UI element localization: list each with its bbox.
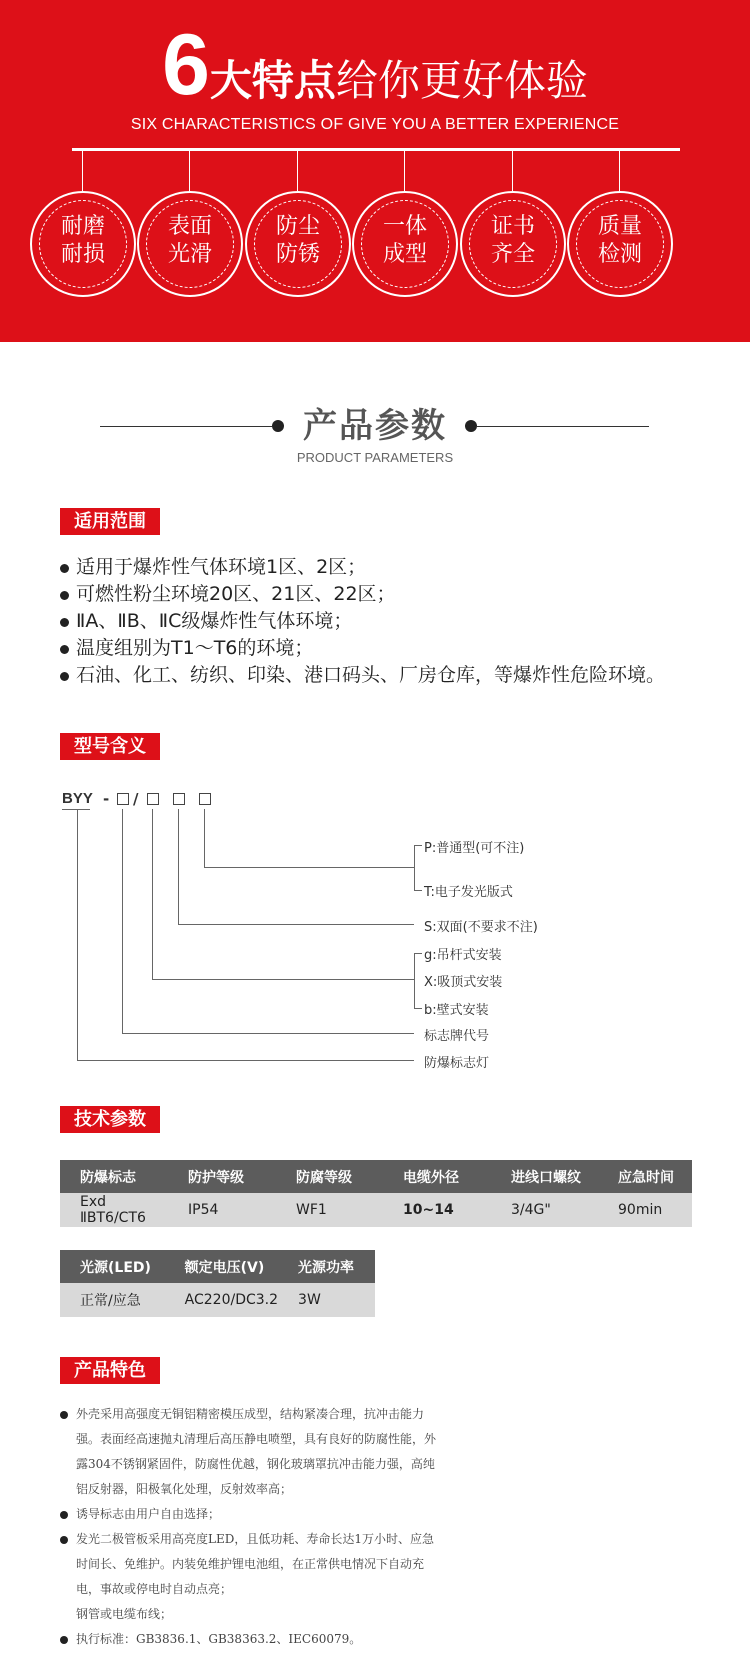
model-label: S:双面(不要求不注): [424, 920, 538, 935]
model-slot-box: [147, 793, 159, 805]
table-cell: 3/4G": [491, 1193, 598, 1227]
table-cell: AC220/DC3.2: [165, 1283, 278, 1317]
model-diagram: [0, 780, 750, 1080]
banner-title-light: 给你更好体验: [335, 56, 588, 105]
diagram-line: [62, 809, 90, 810]
feature-line1: 一体: [382, 214, 427, 239]
feature-text: [139, 213, 241, 269]
table-header-row: [60, 1160, 692, 1193]
tag-tech: 技术参数: [60, 1106, 160, 1133]
banner-subtitle: SIX CHARACTERISTICS OF GIVE YOU A BETTER EXPERIENCE: [130, 116, 620, 133]
table-cell: 3W: [278, 1283, 375, 1317]
diagram-line: [204, 809, 205, 867]
model-slot-box: [173, 793, 185, 805]
feature-line2: 耐损: [60, 242, 105, 267]
list-item: ⅡA、ⅡB、ⅡC级爆炸性气体环境；: [60, 608, 740, 635]
banner-divider: [72, 148, 680, 151]
section-subtitle: PRODUCT PARAMETERS: [296, 450, 454, 465]
table-row: [60, 1283, 375, 1317]
tag-features: 产品特色: [60, 1357, 160, 1384]
feature-text: [462, 213, 564, 269]
feature-line2: 检测: [597, 242, 642, 267]
feature-line2: 齐全: [490, 242, 535, 267]
table-header: 电缆外径: [383, 1160, 491, 1193]
diagram-line: [178, 924, 414, 925]
model-label: g:吊杆式安装: [424, 948, 502, 963]
section-title: 产品参数: [303, 406, 447, 446]
model-dash: -: [103, 790, 110, 808]
feature-line1: 耐磨: [60, 214, 105, 239]
feature-text: [32, 213, 134, 269]
model-label: 标志牌代号: [424, 1029, 490, 1044]
feature-connector: [189, 151, 190, 191]
feature-circle: [567, 191, 673, 297]
table-header-row: [60, 1250, 375, 1283]
feature-banner: [0, 0, 750, 342]
model-slash: /: [133, 790, 139, 808]
features-list: [60, 1402, 440, 1652]
table-header: 进线口螺纹: [491, 1160, 598, 1193]
table-header: 防腐等级: [276, 1160, 383, 1193]
banner-title: [0, 17, 750, 113]
table-header: 防爆标志: [60, 1160, 168, 1193]
diagram-bracket: [414, 890, 422, 891]
table-row: [60, 1193, 692, 1227]
table-cell: Exd ⅡBT6/CT6: [60, 1193, 168, 1227]
table-cell: 90min: [598, 1193, 692, 1227]
diagram-line: [152, 979, 414, 980]
feature-line2: 光滑: [167, 242, 212, 267]
feature-text: [354, 213, 456, 269]
diagram-line: [77, 809, 78, 1060]
list-item: 外壳采用高强度无铜铝精密模压成型，结构紧凑合理，抗冲击能力强。表面经高速抛丸清理后高压静电喷塑，具有良好的防腐性能，外露304不锈钢紧固件，防腐性优越，钢化玻璃罩抗冲击能力强，高纯铝反射器，阳极氧化处理，反射效率高；: [60, 1402, 440, 1502]
diagram-line: [77, 1060, 414, 1061]
table-header: 光源(LED): [60, 1250, 165, 1283]
feature-line1: 证书: [490, 214, 535, 239]
tech-table-2: [60, 1250, 375, 1317]
feature-text: [569, 213, 671, 269]
diagram-bracket: [414, 953, 422, 954]
feature-circle: [460, 191, 566, 297]
tag-model: 型号含义: [60, 733, 160, 760]
feature-circle: [245, 191, 351, 297]
scope-list: [60, 554, 740, 689]
diagram-line: [122, 1033, 414, 1034]
model-label: b:壁式安装: [424, 1003, 489, 1018]
feature-connector: [404, 151, 405, 191]
table-header: 光源功率: [278, 1250, 375, 1283]
list-item: 温度组别为T1～T6的环境；: [60, 635, 740, 662]
banner-title-bold: 大特点: [209, 56, 336, 105]
model-label: X:吸顶式安装: [424, 975, 503, 990]
section-heading: [0, 398, 750, 465]
feature-line1: 质量: [597, 214, 642, 239]
banner-title-number: 6: [162, 17, 210, 113]
list-item: 适用于爆炸性气体环境1区、2区；: [60, 554, 740, 581]
model-label: T:电子发光版式: [424, 885, 513, 900]
feature-text: [247, 213, 349, 269]
feature-circle: [352, 191, 458, 297]
feature-connector: [82, 151, 83, 191]
diagram-line: [178, 809, 179, 924]
feature-line1: 防尘: [275, 214, 320, 239]
feature-line2: 成型: [382, 242, 427, 267]
diagram-bracket: [414, 845, 422, 846]
table-cell: 正常/应急: [60, 1283, 165, 1317]
tag-scope: 适用范围: [60, 508, 160, 535]
diagram-line: [152, 809, 153, 979]
model-label: 防爆标志灯: [424, 1056, 490, 1071]
table-header: 额定电压(V): [165, 1250, 278, 1283]
feature-connector: [512, 151, 513, 191]
table-header: 应急时间: [598, 1160, 692, 1193]
feature-circle: [30, 191, 136, 297]
table-cell: IP54: [168, 1193, 276, 1227]
diagram-bracket: [414, 845, 415, 891]
table-cell: WF1: [276, 1193, 383, 1227]
model-slot-box: [117, 793, 129, 805]
model-label: P:普通型(可不注): [424, 841, 525, 856]
diagram-bracket: [414, 953, 415, 1009]
table-header: 防护等级: [168, 1160, 276, 1193]
diagram-line: [122, 809, 123, 1033]
feature-connector: [297, 151, 298, 191]
list-item: 诱导标志由用户自由选择；: [60, 1502, 440, 1527]
feature-line1: 表面: [167, 214, 212, 239]
feature-circle: [137, 191, 243, 297]
list-item: 可燃性粉尘环境20区、21区、22区；: [60, 581, 740, 608]
feature-connector: [619, 151, 620, 191]
diagram-bracket: [414, 1008, 422, 1009]
model-slot-box: [199, 793, 211, 805]
diagram-line: [204, 867, 414, 868]
model-prefix: BYY: [62, 790, 93, 807]
list-item: 石油、化工、纺织、印染、港口码头、厂房仓库，等爆炸性危险环境。: [60, 662, 740, 689]
tech-table-1: [60, 1160, 692, 1227]
list-item: 钢管或电缆布线；: [76, 1607, 173, 1621]
list-item: 执行标准：GB3836.1、GB38363.2、IEC60079。: [60, 1627, 440, 1652]
feature-line2: 防锈: [275, 242, 320, 267]
list-item: 发光二极管板采用高亮度LED，且低功耗、寿命长达1万小时、应急时间长、免维护。内装免维护锂电池组，在正常供电情况下自动充电，事故或停电时自动点亮；: [60, 1527, 440, 1602]
table-cell: 10~14: [383, 1193, 491, 1227]
